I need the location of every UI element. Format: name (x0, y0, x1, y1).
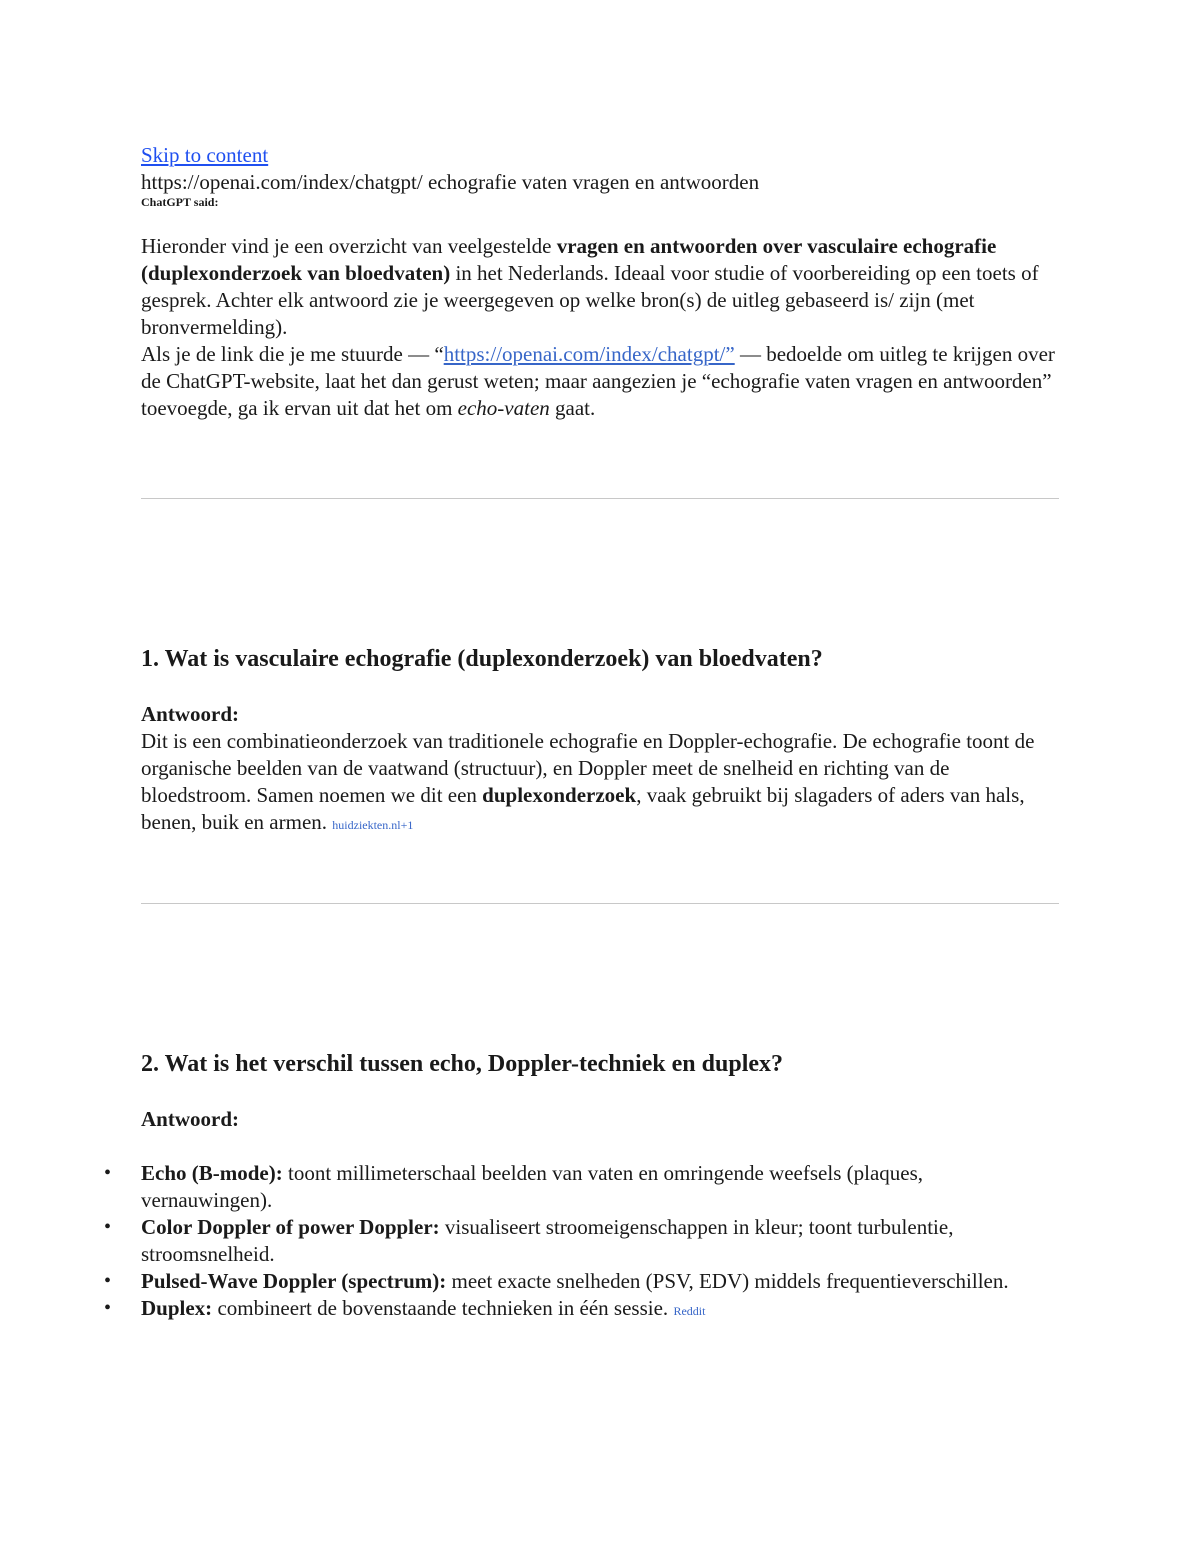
list-item-text: meet exacte snelheden (PSV, EDV) middels frequentieverschillen. (446, 1269, 1009, 1293)
citation-link[interactable]: Reddit (673, 1304, 706, 1318)
intro-text-continued: in het Nederlands. Ideaal voor studie of voorbereiding op een toets of gesprek. Achter elk antwoord zie je weergegeven op welke bron(s) de uitleg gebaseerd is/ zijn (met bronvermelding). (141, 261, 1039, 339)
list-item (104, 1268, 1059, 1295)
section-divider (141, 498, 1059, 499)
list-item (104, 1160, 1059, 1214)
document-page (104, 142, 1059, 1320)
speaker-label: ChatGPT said: (141, 195, 219, 209)
link-note-paragraph (141, 341, 1059, 422)
answer-text (141, 728, 1059, 839)
list-item-text: visualiseert stroomeigenschappen in kleur; toont turbulentie, stroomsnelheid. (141, 1215, 954, 1266)
list-item-term: Duplex: (141, 1296, 213, 1320)
link-note-text-continued: — bedoelde om uitleg te krijgen over de ChatGPT-website, laat het dan gerust weten; maar aangezien je “echografie vaten vragen en antwoorden” toevoegde, ga ik ervan uit dat het om (141, 342, 1055, 420)
answer-label: Antwoord: (141, 702, 239, 726)
bullet-icon: • (104, 1270, 112, 1292)
answer-list (104, 1160, 1059, 1325)
link-note-emphasis: echo-vaten (457, 396, 550, 420)
skip-to-content-link[interactable]: Skip to content (141, 143, 269, 167)
answer-text-end: , vaak gebruikt bij slagaders of aders van hals, benen, buik en armen. (141, 783, 1025, 834)
list-item-term: Color Doppler of power Doppler: (141, 1215, 440, 1239)
question-2-answer (104, 1106, 1059, 1325)
list-item (104, 1295, 1059, 1325)
question-1-title: 1. Wat is vasculaire echografie (duplexonderzoek) van bloedvaten? (141, 646, 823, 672)
intro-bold-text: vragen en antwoorden over vasculaire echografie (duplexonderzoek van bloedvaten) (141, 234, 997, 285)
bullet-icon: • (104, 1216, 112, 1238)
bullet-icon: • (104, 1297, 112, 1319)
link-note-text: Als je de link die je me stuurde — “ (141, 342, 444, 366)
bullet-icon: • (104, 1162, 112, 1184)
intro-text: Hieronder vind je een overzicht van veelgestelde (141, 234, 557, 258)
section-divider (141, 903, 1059, 904)
chatgpt-link[interactable]: https://openai.com/index/chatgpt/” (443, 342, 735, 366)
list-item-term: Pulsed-Wave Doppler (spectrum): (141, 1269, 447, 1293)
question-1-answer (141, 701, 1059, 839)
answer-label: Antwoord: (141, 1107, 239, 1131)
list-item-text: combineert de bovenstaande technieken in één sessie. (212, 1296, 669, 1320)
list-item-text: toont millimeterschaal beelden van vaten en omringende weefsels (plaques, vernauwingen). (141, 1161, 924, 1212)
answer-bold-term: duplexonderzoek (482, 783, 637, 807)
list-item-term: Echo (B-mode): (141, 1161, 283, 1185)
link-note-text-end: gaat. (549, 396, 596, 420)
list-item (104, 1214, 1059, 1268)
citation-link[interactable]: huidziekten.nl+1 (332, 818, 414, 832)
question-2-title: 2. Wat is het verschil tussen echo, Doppler-techniek en duplex? (141, 1051, 784, 1077)
source-url-line: https://openai.com/index/chatgpt/ echografie vaten vragen en antwoorden (141, 170, 760, 194)
answer-text-part: Dit is een combinatieonderzoek van traditionele echografie en Doppler-echografie. De echografie toont de organische beelden van de vaatwand (structuur), en Doppler meet de snelheid en richting van de bloedstroom. Samen noemen we dit een (141, 729, 1035, 807)
intro-paragraph (141, 233, 1059, 341)
